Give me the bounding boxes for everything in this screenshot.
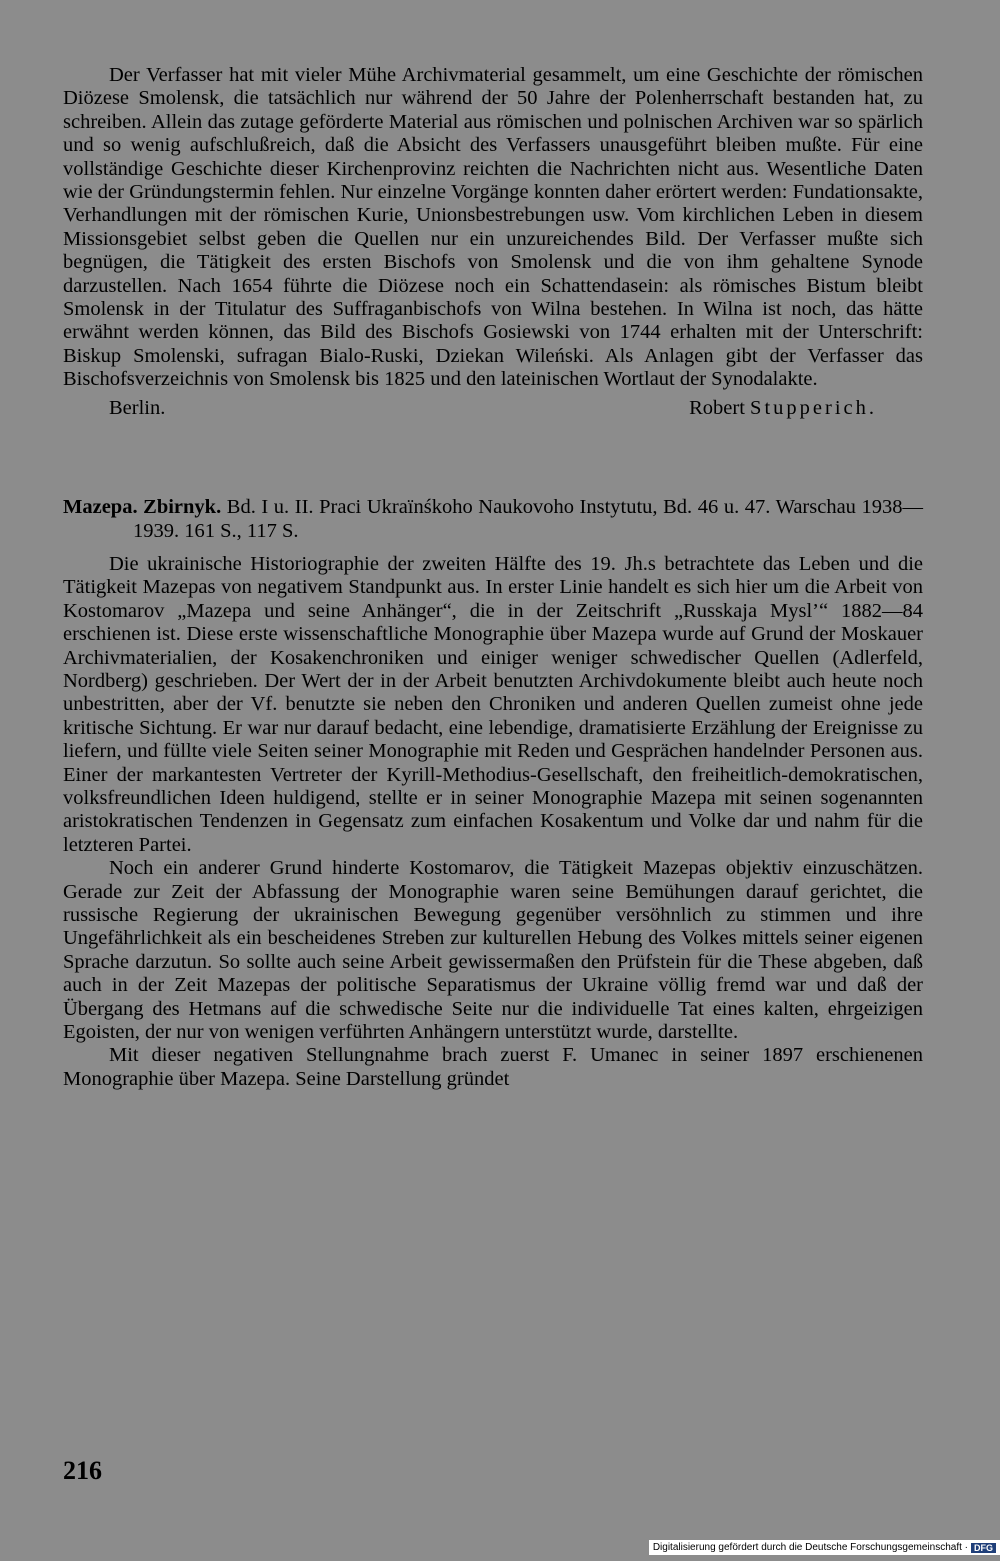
page-number: 216 xyxy=(63,1456,102,1485)
dfg-logo-icon: DFG xyxy=(971,1543,996,1553)
digitization-footer xyxy=(649,1540,1000,1555)
review-paragraph: Die ukrainische Historiographie der zweiten Hälfte des 19. Jh.s betrachtete das Leben und die Tätigkeit Mazepas von negativem Standpunkt aus. In erster Linie handelt es sich hier um die Arbeit von Kostomarov „Mazepa und seine Anhänger“, die in der Zeitschrift „Russkaja Mysl’“ 1882—84 erschienen ist. Diese erste wissenschaftliche Monographie über Mazepa wurde auf Grund der Moskauer Archivmaterialien, der Kosakenchroniken und einiger weniger schwedischer Quellen (Adlerfeld, Nordberg) geschrieben. Der Wert der in der Arbeit benutzten Archivdokumente bleibt auch heute noch unbestritten, aber der Vf. benutzte sie neben den Chroniken und anderen Quellen zumeist ohne jede kritische Sichtung. Er war nur darauf bedacht, eine lebendige, dramatisierte Erzählung der Ereignisse zu liefern, und füllte viele Seiten seiner Monographie mit Reden und Gesprächen handelnder Personen aus. Einer der markantesten Vertreter der Kyrill-Methodius-Gesellschaft, den freiheitlich-demokratischen, volksfreundlichen Ideen huldigend, stellte er in seiner Monographie Mazepa mit seinen sogenannten aristokratischen Tendenzen in Gegensatz zum einfachen Kosakentum und Volke dar und nahm für die letzteren Partei. xyxy=(63,552,923,856)
signature-author: Robert Stupperich. xyxy=(689,396,877,419)
book-entry-heading xyxy=(63,496,923,543)
book-details: Bd. I u. II. Praci Ukraïnśkoho Naukovoho Instytutu, Bd. 46 u. 47. Warschau 1938—1939. 161 S., 117 S. xyxy=(133,496,923,542)
signature-place: Berlin. xyxy=(109,396,166,419)
footer-text: Digitalisierung gefördert durch die Deutsche Forschungsgemeinschaft · xyxy=(652,1542,968,1553)
review-paragraph: Mit dieser negativen Stellungnahme brach zuerst F. Umanec in seiner 1897 erschienenen Monographie über Mazepa. Seine Darstellung gründet xyxy=(63,1044,923,1090)
review-paragraph: Der Verfasser hat mit vieler Mühe Archivmaterial gesammelt, um eine Geschichte der römischen Diözese Smolensk, die tatsächlich nur während der 50 Jahre der Polenherrschaft bestanden hat, zu schreiben. Allein das zutage geförderte Material aus römischen und polnischen Archiven war so spärlich und so wenig aufschlußreich, daß die Absicht des Verfassers unausgeführt bleiben mußte. Für eine vollständige Geschichte dieser Kirchenprovinz reichten die Nachrichten nicht aus. Wesentliche Daten wie der Gründungstermin fehlen. Nur einzelne Vorgänge konnten daher erörtert werden: Fundationsakte, Verhandlungen mit der römischen Kurie, Unionsbestrebungen usw. Vom kirchlichen Leben in diesem Missionsgebiet selbst geben die Quellen nur ein unzureichendes Bild. Der Verfasser mußte sich begnügen, die Tätigkeit des ersten Bischofs von Smolensk und die von ihm gehaltene Synode darzustellen. Nach 1654 führte die Diözese noch ein Schattendasein: als römisches Bistum bleibt Smolensk in der Titulatur des Suffraganbischofs von Wilna bestehen. In Wilna ist noch, das hätte erwähnt werden können, das Bild des Bischofs Gosiewski von 1744 erhalten mit der Unterschrift: Biskup Smolenski, sufragan Bialo-Ruski, Dziekan Wileński. Als Anlagen gibt der Verfasser das Bischofsverzeichnis von Smolensk bis 1825 und den lateinischen Wortlaut der Synodalakte. xyxy=(63,64,923,391)
signature-line xyxy=(63,397,923,420)
page-body xyxy=(63,64,923,1091)
book-title: Mazepa. Zbirnyk. xyxy=(63,496,222,519)
review-paragraph: Noch ein anderer Grund hinderte Kostomarov, die Tätigkeit Mazepas objektiv einzuschätzen. Gerade zur Zeit der Abfassung der Monographie waren seine Bemühungen darauf gerichtet, die russische Regierung der ukrainischen Bewegung gegenüber versöhnlich zu stimmen und ihre Ungefährlichkeit als ein bescheidenes Streben zur kulturellen Hebung des Volkes mittels seiner eigenen Sprache darzutun. So sollte auch seine Arbeit gewissermaßen den Prüfstein für die These abgeben, daß auch in der Zeit Mazepas der politische Separatismus der Ukraine völlig fremd war und daß der Übergang des Hetmans auf die schwedische Seite nur die individuelle Tat eines kalten, ehrgeizigen Egoisten, der nur von wenigen verführten Anhängern unterstützt wurde, darstellte. xyxy=(63,857,923,1044)
